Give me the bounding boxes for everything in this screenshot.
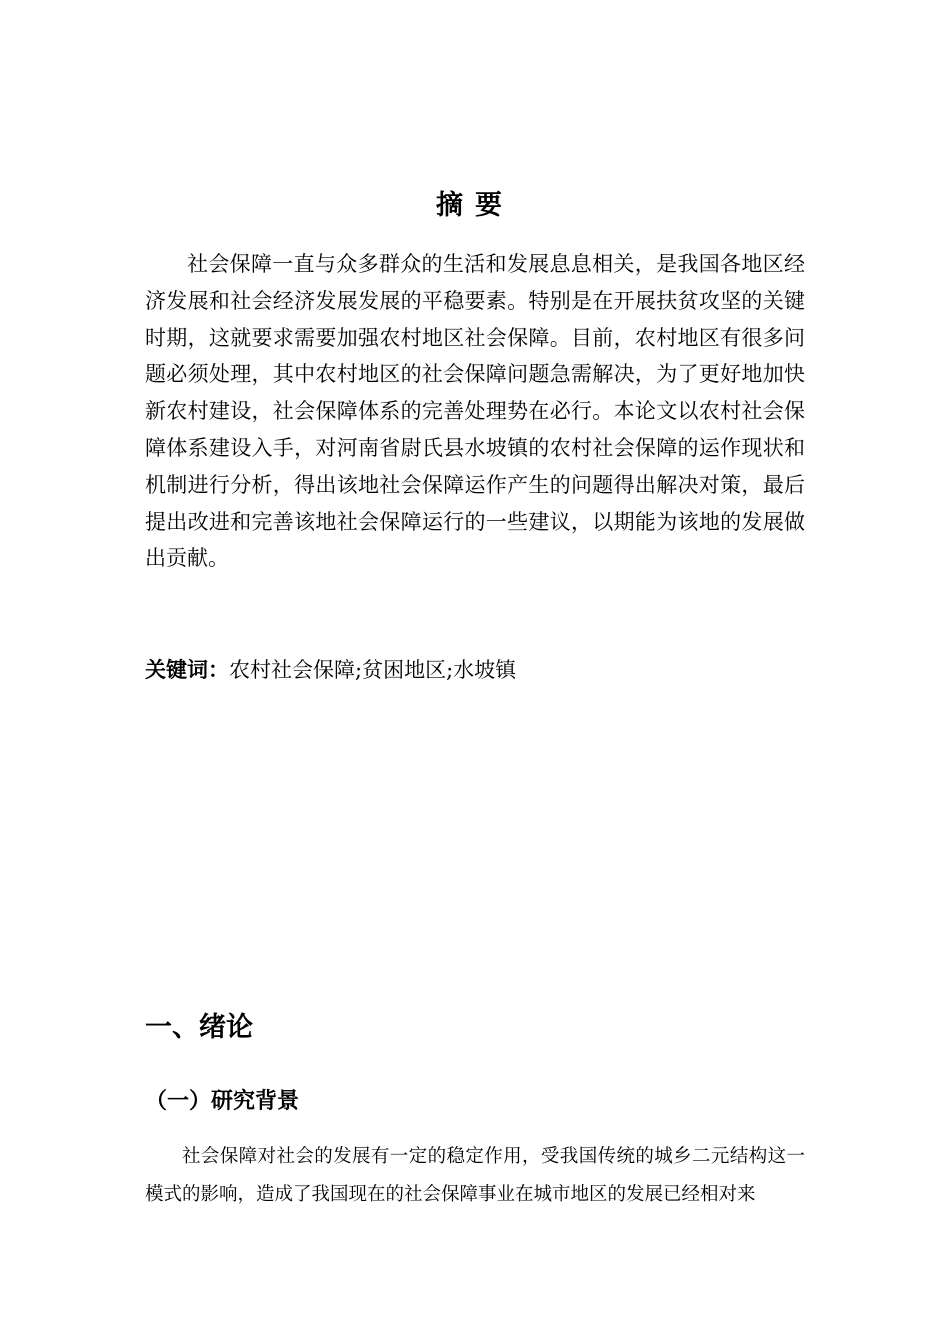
keywords-line <box>145 652 805 688</box>
keywords-values: 农村社会保障;贫困地区;水坡镇 <box>229 658 517 682</box>
keywords-label: 关键词： <box>145 658 229 682</box>
section-title: （一）研究背景 <box>145 1089 300 1114</box>
abstract-title: 摘要 <box>436 190 514 222</box>
chapter-title: 一、绪论 <box>145 1012 253 1043</box>
abstract-body: 社会保障一直与众多群众的生活和发展息息相关，是我国各地区经济发展和社会经济发展发展的平稳要素。特别是在开展扶贫攻坚的关键时期，这就要求需要加强农村地区社会保障。目前，农村地区有很多问题必须处理，其中农村地区的社会保障问题急需解决，为了更好地加快新农村建设，社会保障体系的完善处理势在必行。本论文以农村社会保障体系建设入手，对河南省尉氏县水坡镇的农村社会保障的运作现状和机制进行分析，得出该地社会保障运作产生的问题得出解决对策，最后提出改进和完善该地社会保障运行的一些建议，以期能为该地的发展做出贡献。 <box>145 252 805 571</box>
section-body: 社会保障对社会的发展有一定的稳定作用，受我国传统的城乡二元结构这一模式的影响，造成了我国现在的社会保障事业在城市地区的发展已经相对来 <box>145 1146 805 1205</box>
